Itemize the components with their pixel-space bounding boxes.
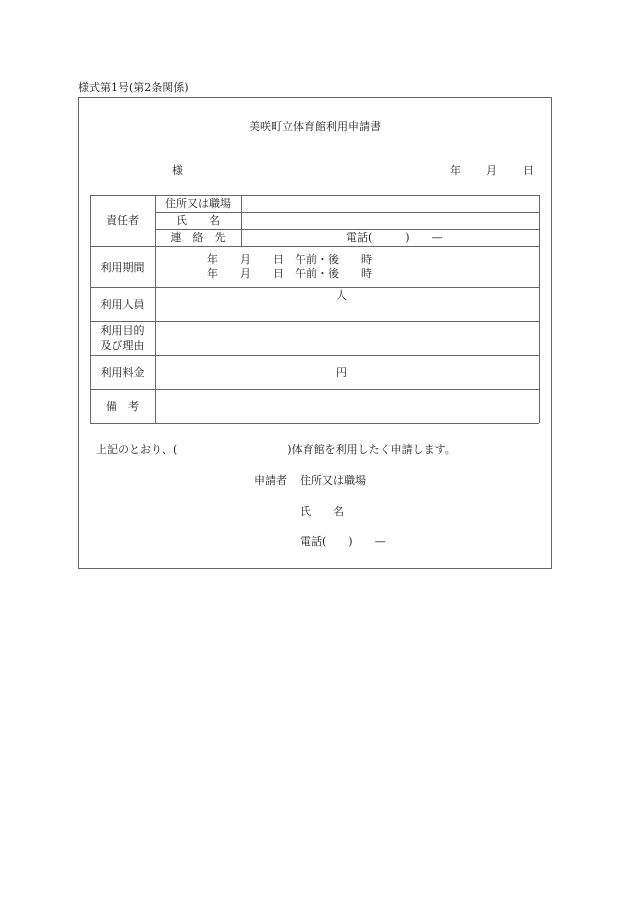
name-label: 氏 名 (176, 214, 220, 227)
applicant-address-label: 住所又は職場 (300, 474, 366, 487)
date-year: 年 (450, 164, 461, 177)
people-unit: 人 (336, 289, 347, 302)
statement: 上記のとおり、( )体育館を利用したく申請します。 (96, 443, 456, 456)
fee-unit: 円 (336, 366, 347, 379)
fee-label: 利用料金 (100, 366, 145, 379)
date-month: 月 (486, 164, 497, 177)
purpose-label-1: 利用目的 (100, 324, 145, 337)
period-label: 利用期間 (100, 261, 145, 274)
address-label: 住所又は職場 (165, 197, 231, 210)
phone-field: 電話( ) — (346, 231, 443, 244)
form-number: 様式第1号(第2条関係) (78, 81, 189, 94)
remarks-label: 備 考 (106, 400, 139, 413)
contact-label: 連 絡 先 (170, 231, 226, 244)
applicant-phone: 電話( ) — (300, 535, 386, 548)
applicant-name-label: 氏 名 (300, 505, 344, 518)
period-start: 年 月 日 午前・後 時 (207, 253, 372, 266)
purpose-label-2: 及び理由 (100, 339, 145, 352)
period-end: 年 月 日 午前・後 時 (207, 267, 372, 280)
date-day: 日 (523, 164, 534, 177)
responsible-label: 責任者 (106, 214, 139, 227)
form-title: 美咲町立体育館利用申請書 (249, 120, 381, 133)
addressee-suffix: 様 (172, 164, 183, 177)
applicant-label: 申請者 (254, 474, 287, 487)
people-label: 利用人員 (100, 298, 145, 311)
